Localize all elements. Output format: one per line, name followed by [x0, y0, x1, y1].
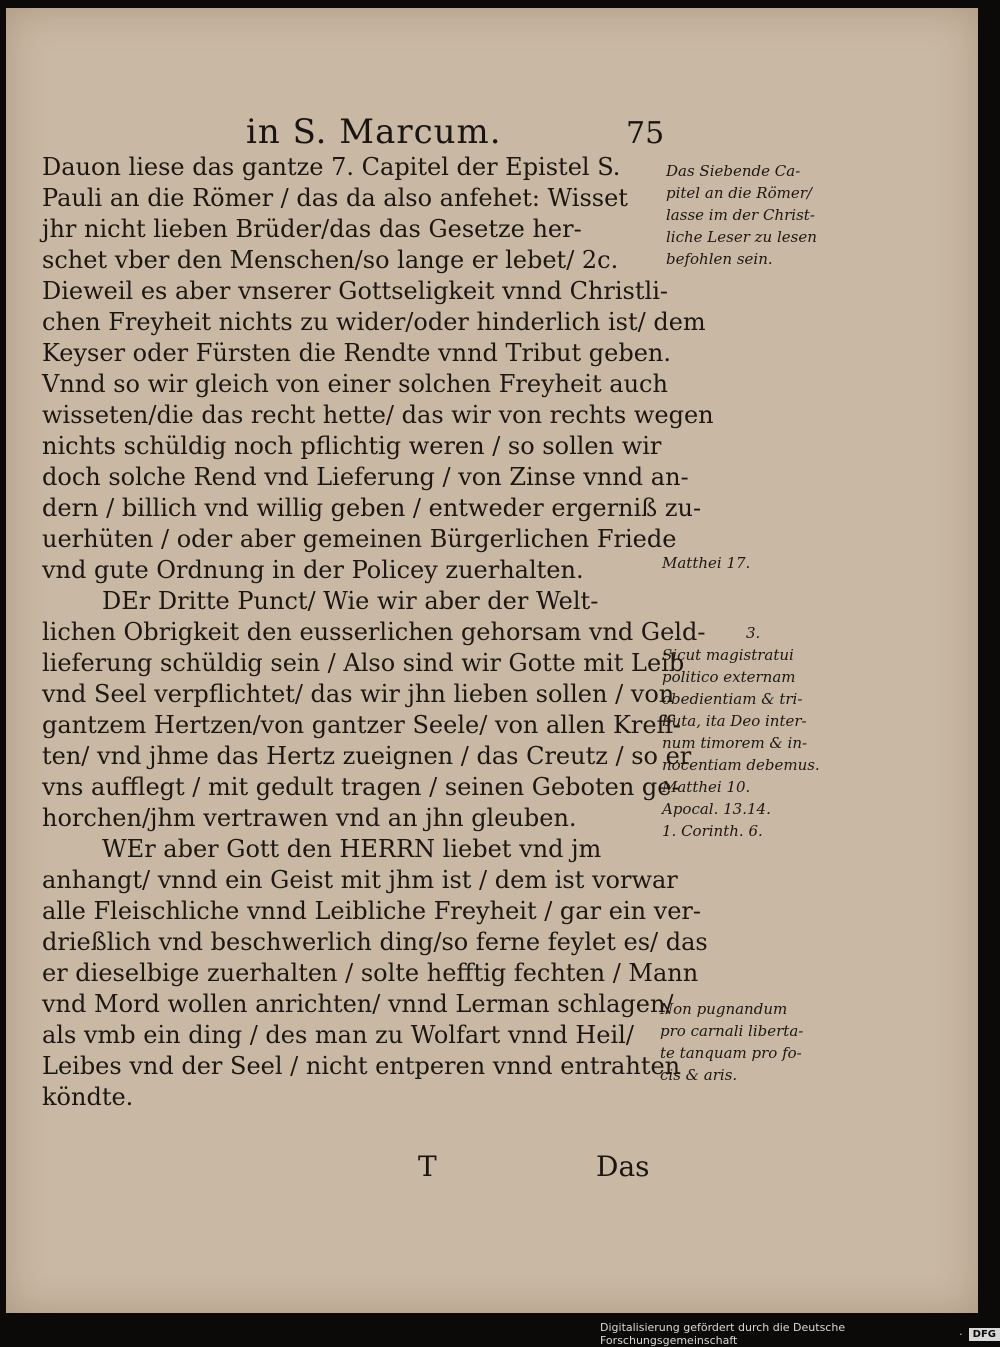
page-number: 75: [626, 116, 665, 151]
margin-note-line: politico externam: [662, 668, 796, 686]
text-line: dern / billich vnd willig geben / entweder ergerniß zu-: [42, 494, 702, 522]
margin-note: [666, 160, 817, 270]
catchword: Das: [596, 1150, 650, 1183]
margin-note-line: liche Leser zu lesen: [666, 228, 817, 246]
margin-note-line: pitel an die Römer/: [666, 184, 812, 202]
text-line: jhr nicht lieben Brüder/das das Gesetze her-: [42, 215, 582, 243]
text-line: vnd gute Ordnung in der Policey zuerhalten.: [42, 556, 584, 584]
margin-note: [662, 622, 820, 842]
text-line: Pauli an die Römer / das da also anfehet: Wisset: [42, 184, 628, 212]
margin-note-line: cis & aris.: [660, 1066, 738, 1084]
text-line: chen Freyheit nichts zu wider/oder hinderlich ist/ dem: [42, 308, 706, 336]
margin-note-line: obedientiam & tri-: [662, 690, 803, 708]
margin-note-line: nocentiam debemus.: [662, 756, 820, 774]
signature-mark: T: [418, 1150, 437, 1183]
dfg-logo: DFG: [969, 1328, 1000, 1341]
book-page: [6, 8, 978, 1313]
text-line: er dieselbige zuerhalten / solte hefftig fechten / Mann: [42, 959, 699, 987]
text-line: alle Fleischliche vnnd Leibliche Freyheit / gar ein ver-: [42, 897, 702, 925]
margin-note: [662, 552, 750, 574]
text-line: lieferung schüldig sein / Also sind wir Gotte mit Leib: [42, 649, 685, 677]
text-line: Leibes vnd der Seel / nicht entperen vnnd entrahten: [42, 1052, 681, 1080]
text-line: DEr Dritte Punct/ Wie wir aber der Welt-: [102, 587, 599, 615]
text-line: Dauon liese das gantze 7. Capitel der Epistel S.: [42, 153, 621, 181]
margin-note-line: Matthei 10.: [662, 778, 751, 796]
text-line: uerhüten / oder aber gemeinen Bürgerlichen Friede: [42, 525, 677, 553]
text-line: schet vber den Menschen/so lange er lebet/ 2c.: [42, 246, 619, 274]
running-header: in S. Marcum.: [246, 112, 502, 152]
text-line: Dieweil es aber vnserer Gottseligkeit vnnd Christli-: [42, 277, 668, 305]
text-line: köndte.: [42, 1083, 134, 1111]
margin-note-line: Matthei 17.: [662, 554, 751, 572]
text-line: als vmb ein ding / des man zu Wolfart vnnd Heil/: [42, 1021, 634, 1049]
margin-note-line: Apocal. 13.14.: [662, 800, 771, 818]
margin-note-line: lasse im der Christ-: [666, 206, 815, 224]
text-line: lichen Obrigkeit den eusserlichen gehorsam vnd Geld-: [42, 618, 706, 646]
text-line: anhangt/ vnnd ein Geist mit jhm ist / dem ist vorwar: [42, 866, 678, 894]
text-line: Vnnd so wir gleich von einer solchen Freyheit auch: [42, 370, 668, 398]
text-line: gantzem Hertzen/von gantzer Seele/ von allen Kreff-: [42, 711, 681, 739]
margin-note-line: Non pugnandum: [660, 1000, 788, 1018]
text-line: drießlich vnd beschwerlich ding/so ferne feylet es/ das: [42, 928, 708, 956]
margin-note-line: befohlen sein.: [666, 250, 773, 268]
text-line: nichts schüldig noch pflichtig weren / so sollen wir: [42, 432, 662, 460]
margin-note-line: Das Siebende Ca-: [666, 162, 801, 180]
text-line: WEr aber Gott den HERRN liebet vnd jm: [102, 835, 602, 863]
text-line: ten/ vnd jhme das Hertz zueignen / das Creutz / so er: [42, 742, 692, 770]
text-line: horchen/jhm vertrawen vnd an jhn gleuben.: [42, 804, 577, 832]
margin-note-line: 1. Corinth. 6.: [662, 822, 763, 840]
text-line: vns aufflegt / mit gedult tragen / seinen Geboten ge-: [42, 773, 680, 801]
footer-text: Digitalisierung gefördert durch die Deutsche Forschungsgemeinschaft: [600, 1321, 846, 1347]
digitization-footer: [600, 1321, 1000, 1347]
margin-note: [660, 998, 803, 1086]
text-line: vnd Mord wollen anrichten/ vnnd Lerman schlagen/: [42, 990, 674, 1018]
text-line: Keyser oder Fürsten die Rendte vnnd Tribut geben.: [42, 339, 671, 367]
margin-note-line: Sicut magistratui: [662, 646, 794, 664]
footer-separator: ·: [959, 1327, 963, 1341]
margin-note-line: 3.: [746, 624, 761, 642]
text-line: wisseten/die das recht hette/ das wir von rechts wegen: [42, 401, 714, 429]
margin-note-line: num timorem & in-: [662, 734, 808, 752]
margin-note-line: buta, ita Deo inter-: [662, 712, 807, 730]
text-line: doch solche Rend vnd Lieferung / von Zinse vnnd an-: [42, 463, 689, 491]
margin-note-line: te tanquam pro fo-: [660, 1044, 802, 1062]
text-line: vnd Seel verpflichtet/ das wir jhn lieben sollen / von: [42, 680, 675, 708]
margin-note-line: pro carnali liberta-: [660, 1022, 804, 1040]
